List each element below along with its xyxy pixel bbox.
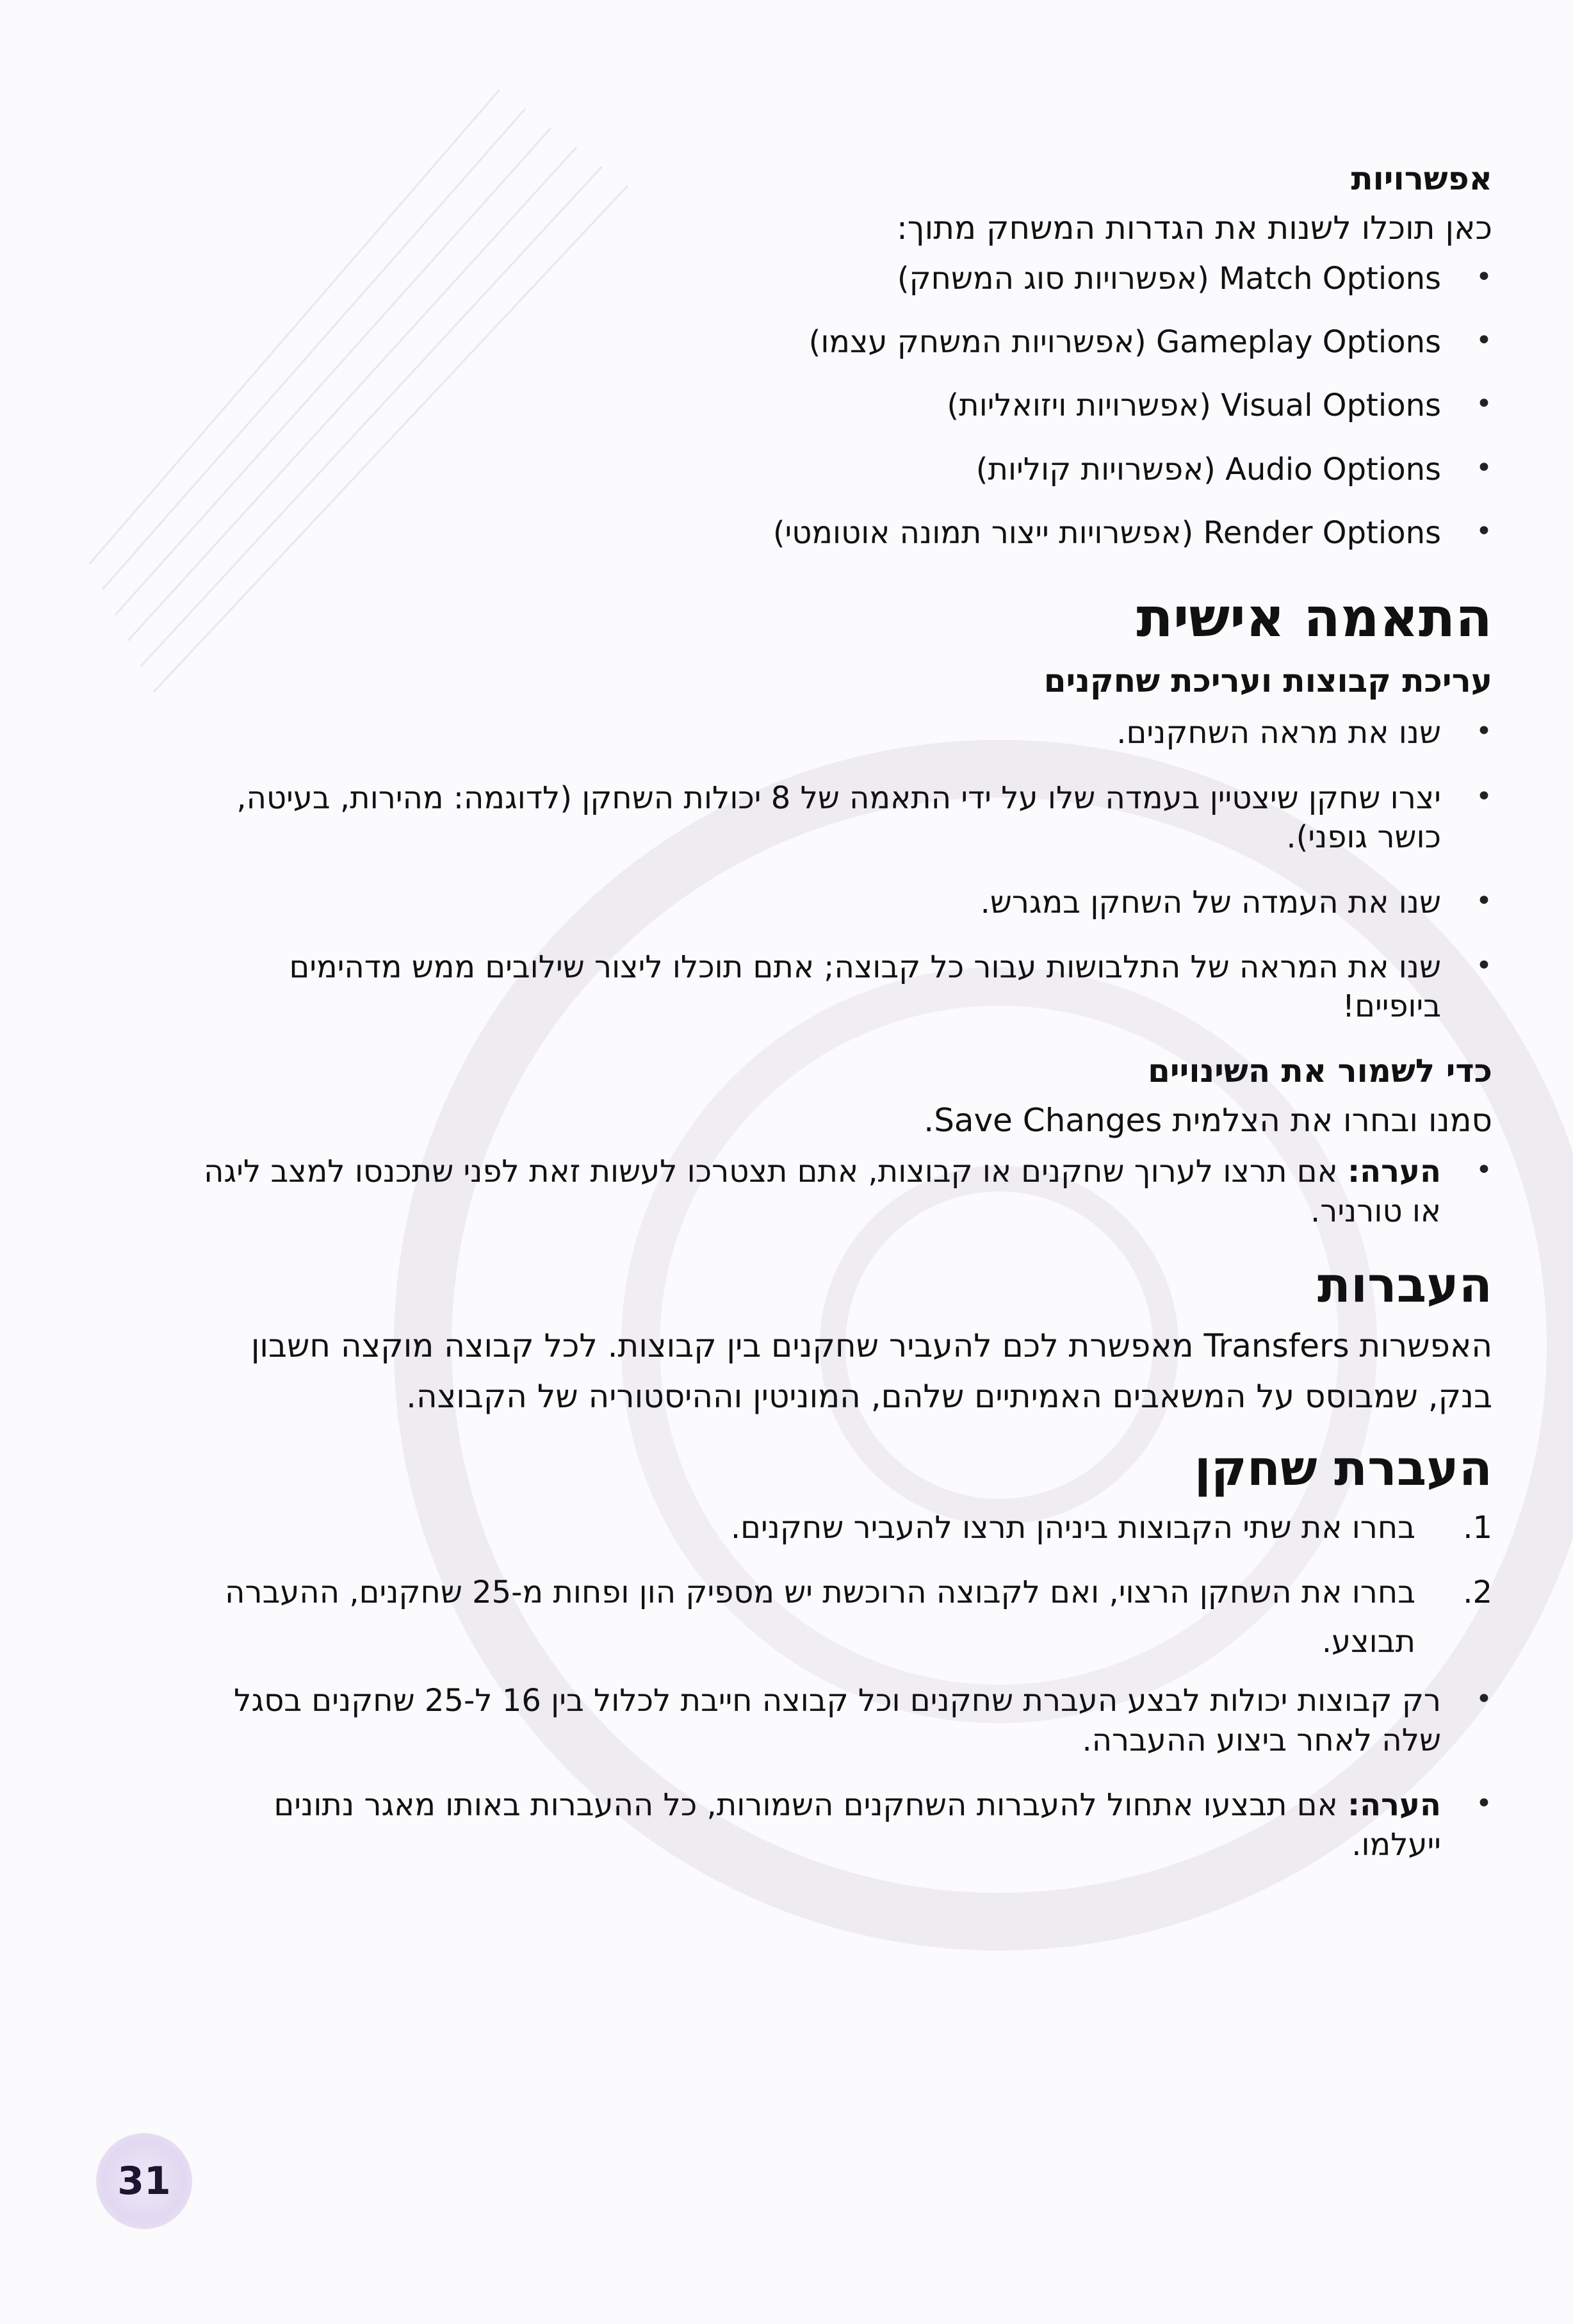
- transfers-title: העברות: [1317, 1256, 1492, 1314]
- transfer-steps: [192, 1503, 1492, 1666]
- note-text: אם תבצעו אתחול להעברות השחקנים השמורות, כל ההעברות באותו מאגר נתונים ייעלמו.: [273, 1787, 1441, 1863]
- list-item: [192, 450, 1492, 489]
- list-item: [192, 1682, 1492, 1760]
- list-item: [192, 259, 1492, 299]
- step-number: 1.: [1463, 1510, 1492, 1546]
- bullet-icon: •: [1476, 1154, 1492, 1187]
- note-text: אם תרצו לערוך שחקנים או קבוצות, אתם תצטרכו לעשות זאת לפני שתכנסו למצב ליגה או טורניר.: [204, 1154, 1441, 1229]
- option-item: Visual Options (אפשרויות ויזואליות): [947, 388, 1441, 424]
- bullet-icon: •: [1476, 1683, 1492, 1716]
- bullet-icon: •: [1476, 451, 1492, 484]
- list-item: [192, 514, 1492, 553]
- note-label: הערה:: [1347, 1154, 1441, 1190]
- bullet-icon: •: [1476, 949, 1492, 983]
- list-item: [192, 714, 1492, 753]
- options-heading: אפשרויות: [1351, 160, 1492, 197]
- list-item: [192, 779, 1492, 858]
- save-text: סמנו ובחרו את הצלמית Save Changes.: [924, 1101, 1492, 1139]
- options-list: [192, 259, 1492, 553]
- page-content: [192, 160, 1492, 1890]
- customization-item: יצרו שחקן שיצטיין בעמדה שלו על ידי התאמה של 8 יכולות השחקן (לדוגמה: מהירות, בעיטה, כושר גופני).: [236, 780, 1441, 856]
- customization-title: התאמה אישית: [1136, 585, 1492, 649]
- list-item: [192, 386, 1492, 425]
- list-item: [192, 1152, 1492, 1231]
- list-item: [192, 883, 1492, 922]
- save-heading: כדי לשמור את השינויים: [1148, 1052, 1492, 1090]
- customization-subheading: עריכת קבוצות ועריכת שחקנים: [1043, 662, 1492, 700]
- step-text: בחרו את שתי הקבוצות ביניהן תרצו להעביר שחקנים.: [730, 1510, 1415, 1546]
- transfers-paragraph: האפשרות Transfers מאפשרת לכם להעביר שחקנים בין קבוצות. לכל קבוצה מוקצה חשבון בנק, שמבוסס על המשאבים האמיתיים שלהם, המוניטין וההיסטוריה של הקבוצה.: [250, 1327, 1492, 1415]
- player-transfer-title: העברת שחקן: [1194, 1439, 1492, 1496]
- customization-list: [192, 714, 1492, 1027]
- save-note-list: [192, 1152, 1492, 1231]
- list-item: [192, 1503, 1492, 1553]
- bullet-icon: •: [1476, 260, 1492, 293]
- bullet-icon: •: [1476, 884, 1492, 917]
- option-item: Gameplay Options (אפשרויות המשחק עצמו): [808, 323, 1441, 360]
- step-text: בחרו את השחקן הרצוי, ואם לקבוצה הרוכשת יש מספיק הון ופחות מ-25 שחקנים, ההעברה תבוצע.: [225, 1574, 1415, 1660]
- list-item: [192, 948, 1492, 1027]
- page-number: 31: [96, 2133, 192, 2229]
- customization-item: שנו את המראה של התלבושות עבור כל קבוצה; אתם תוכלו ליצור שילובים ממש מדהימים ביופיים!: [289, 949, 1441, 1025]
- list-item: [192, 1568, 1492, 1667]
- customization-item: שנו את מראה השחקנים.: [1116, 715, 1441, 751]
- customization-item: שנו את העמדה של השחקן במגרש.: [980, 884, 1441, 921]
- option-item: Audio Options (אפשרויות קוליות): [975, 451, 1441, 487]
- option-item: Match Options (אפשרויות סוג המשחק): [897, 260, 1441, 297]
- list-item: [192, 1786, 1492, 1865]
- options-intro: כאן תוכלו לשנות את הגדרות המשחק מתוך:: [896, 209, 1492, 247]
- transfer-rule: רק קבוצות יכולות לבצע העברת שחקנים וכל קבוצה חייבת לכלול בין 16 ל-25 שחקנים בסגל שלה לאחר ביצוע ההעברה.: [234, 1683, 1441, 1758]
- option-item: Render Options (אפשרויות ייצור תמונה אוטומטי): [772, 515, 1441, 552]
- bullet-icon: •: [1476, 323, 1492, 357]
- transfer-notes: [192, 1682, 1492, 1865]
- list-item: [192, 323, 1492, 362]
- bullet-icon: •: [1476, 715, 1492, 748]
- step-number: 2.: [1463, 1574, 1492, 1610]
- bullet-icon: •: [1476, 515, 1492, 548]
- bullet-icon: •: [1476, 1787, 1492, 1821]
- note-label: הערה:: [1347, 1787, 1441, 1824]
- bullet-icon: •: [1476, 780, 1492, 813]
- bullet-icon: •: [1476, 388, 1492, 421]
